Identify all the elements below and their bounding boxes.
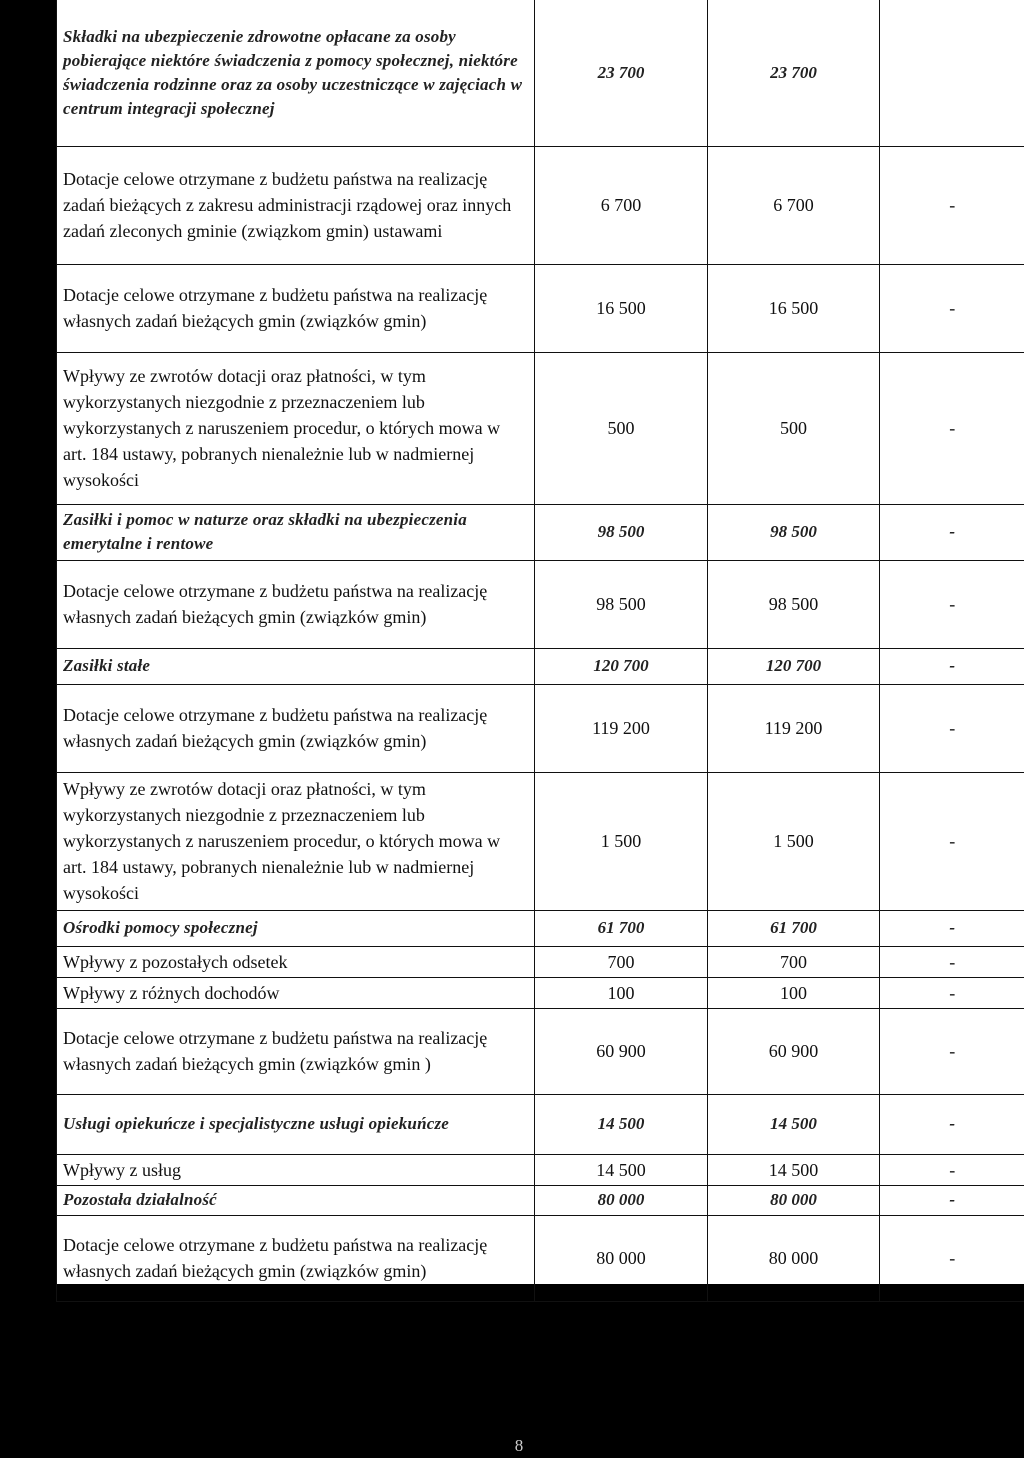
- row-plan-value: 80 000: [535, 1185, 708, 1215]
- row-description: Składki na ubezpieczenie zdrowotne opłacane za osoby pobierające niektóre świadczenia z pomocy społecznej, niektóre świadczenia rodzinne oraz za osoby uczestniczące w zajęciach w centrum integracji społecznej: [57, 0, 535, 146]
- row-plan-value: 1 500: [535, 772, 708, 910]
- table-row-section: [57, 504, 1024, 560]
- table-row: [57, 264, 1024, 352]
- row-plan-value: 14 500: [535, 1094, 708, 1154]
- row-plan-value: 120 700: [535, 648, 708, 684]
- row-plan-value: 14 500: [535, 1154, 708, 1185]
- row-plan-value: 16 500: [535, 264, 708, 352]
- row-description: Dotacje celowe otrzymane z budżetu państwa na realizację zadań bieżących z zakresu administracji rządowej oraz innych zadań zleconych gminie (związkom gmin) ustawami: [57, 146, 535, 264]
- document-page: [56, 0, 1024, 1284]
- row-change-value: -: [880, 772, 1024, 910]
- table-row-section: [57, 648, 1024, 684]
- row-after-change-value: 1 500: [708, 772, 880, 910]
- row-description: Wpływy ze zwrotów dotacji oraz płatności, w tym wykorzystanych niezgodnie z przeznaczeniem lub wykorzystanych z naruszeniem procedur, o których mowa w art. 184 ustawy, pobranych nienależnie lub w nadmiernej wysokości: [57, 352, 535, 504]
- row-after-change-value: 100: [708, 977, 880, 1008]
- table-row: [57, 146, 1024, 264]
- row-after-change-value: 80 000: [708, 1215, 880, 1301]
- row-plan-value: 700: [535, 946, 708, 977]
- scan-dark-margin: [0, 0, 56, 1284]
- row-change-value: [880, 0, 1024, 146]
- table-row: [57, 772, 1024, 910]
- row-change-value: -: [880, 1154, 1024, 1185]
- table-row: [57, 352, 1024, 504]
- row-after-change-value: 61 700: [708, 910, 880, 946]
- row-after-change-value: 60 900: [708, 1008, 880, 1094]
- row-after-change-value: 23 700: [708, 0, 880, 146]
- row-plan-value: 60 900: [535, 1008, 708, 1094]
- row-plan-value: 80 000: [535, 1215, 708, 1301]
- row-change-value: -: [880, 146, 1024, 264]
- table-row-section: [57, 1185, 1024, 1215]
- row-after-change-value: 6 700: [708, 146, 880, 264]
- row-description: Dotacje celowe otrzymane z budżetu państwa na realizację własnych zadań bieżących gmin (związków gmin ): [57, 1008, 535, 1094]
- row-plan-value: 23 700: [535, 0, 708, 146]
- row-plan-value: 98 500: [535, 504, 708, 560]
- table-row-section: [57, 910, 1024, 946]
- row-after-change-value: 16 500: [708, 264, 880, 352]
- row-change-value: -: [880, 684, 1024, 772]
- row-change-value: -: [880, 977, 1024, 1008]
- row-change-value: -: [880, 1008, 1024, 1094]
- row-description: Ośrodki pomocy społecznej: [57, 910, 535, 946]
- table-row: [57, 1008, 1024, 1094]
- row-description: Dotacje celowe otrzymane z budżetu państwa na realizację własnych zadań bieżących gmin (związków gmin): [57, 264, 535, 352]
- row-description: Zasiłki i pomoc w naturze oraz składki na ubezpieczenia emerytalne i rentowe: [57, 504, 535, 560]
- budget-income-table: [56, 0, 1024, 1302]
- row-change-value: -: [880, 648, 1024, 684]
- row-change-value: -: [880, 560, 1024, 648]
- row-description: Dotacje celowe otrzymane z budżetu państwa na realizację własnych zadań bieżących gmin (związków gmin): [57, 1215, 535, 1301]
- row-change-value: -: [880, 352, 1024, 504]
- row-change-value: -: [880, 1094, 1024, 1154]
- row-after-change-value: 80 000: [708, 1185, 880, 1215]
- table-row: [57, 684, 1024, 772]
- row-description: Wpływy z pozostałych odsetek: [57, 946, 535, 977]
- row-change-value: -: [880, 946, 1024, 977]
- table-row: [57, 946, 1024, 977]
- row-change-value: -: [880, 504, 1024, 560]
- row-plan-value: 61 700: [535, 910, 708, 946]
- row-description: Wpływy z różnych dochodów: [57, 977, 535, 1008]
- row-description: Wpływy z usług: [57, 1154, 535, 1185]
- page-number: 8: [514, 1436, 524, 1455]
- row-description: Usługi opiekuńcze i specjalistyczne usługi opiekuńcze: [57, 1094, 535, 1154]
- row-change-value: -: [880, 264, 1024, 352]
- row-description: Zasiłki stałe: [57, 648, 535, 684]
- row-after-change-value: 98 500: [708, 560, 880, 648]
- row-plan-value: 119 200: [535, 684, 708, 772]
- row-plan-value: 98 500: [535, 560, 708, 648]
- row-after-change-value: 14 500: [708, 1154, 880, 1185]
- table-row-section: [57, 0, 1024, 146]
- row-description: Pozostała działalność: [57, 1185, 535, 1215]
- row-after-change-value: 14 500: [708, 1094, 880, 1154]
- table-row: [57, 1154, 1024, 1185]
- row-plan-value: 6 700: [535, 146, 708, 264]
- row-after-change-value: 700: [708, 946, 880, 977]
- table-row: [57, 977, 1024, 1008]
- table-row: [57, 1215, 1024, 1301]
- table-row-section: [57, 1094, 1024, 1154]
- row-plan-value: 500: [535, 352, 708, 504]
- row-after-change-value: 98 500: [708, 504, 880, 560]
- row-plan-value: 100: [535, 977, 708, 1008]
- row-description: Wpływy ze zwrotów dotacji oraz płatności, w tym wykorzystanych niezgodnie z przeznaczeniem lub wykorzystanych z naruszeniem procedur, o których mowa w art. 184 ustawy, pobranych nienależnie lub w nadmiernej wysokości: [57, 772, 535, 910]
- row-description: Dotacje celowe otrzymane z budżetu państwa na realizację własnych zadań bieżących gmin (związków gmin): [57, 560, 535, 648]
- row-after-change-value: 119 200: [708, 684, 880, 772]
- row-change-value: -: [880, 910, 1024, 946]
- row-change-value: -: [880, 1185, 1024, 1215]
- table-row: [57, 560, 1024, 648]
- row-change-value: -: [880, 1215, 1024, 1301]
- row-after-change-value: 120 700: [708, 648, 880, 684]
- row-description: Dotacje celowe otrzymane z budżetu państwa na realizację własnych zadań bieżących gmin (związków gmin): [57, 684, 535, 772]
- row-after-change-value: 500: [708, 352, 880, 504]
